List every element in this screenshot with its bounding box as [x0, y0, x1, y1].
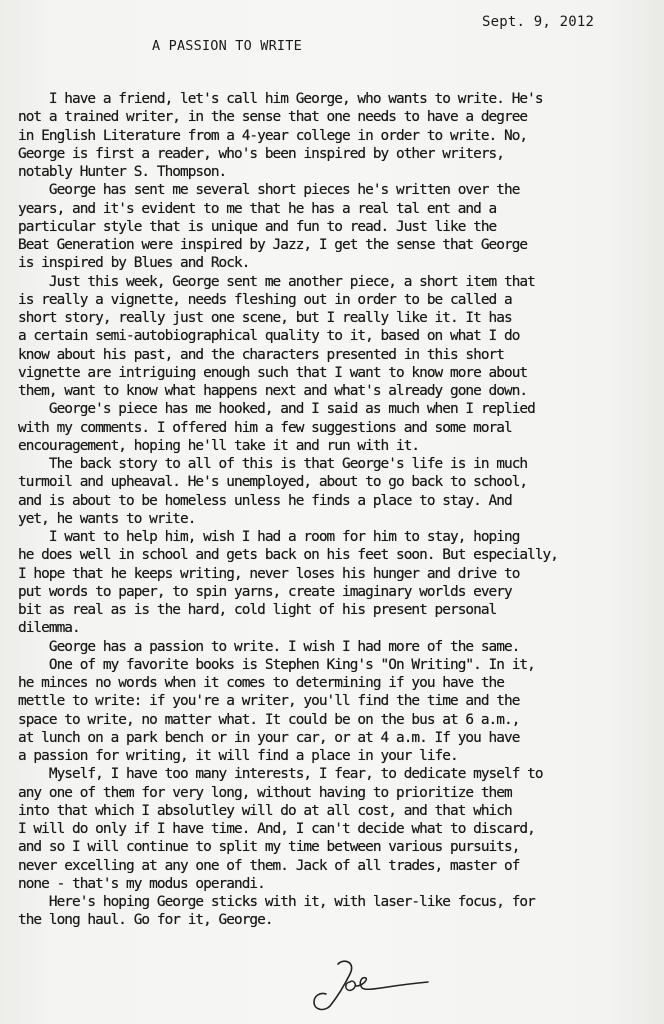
letter-date: Sept. 9, 2012 — [482, 14, 595, 30]
letter-body — [18, 90, 664, 930]
text-line: Beat Generation were inspired by Jazz, I get the sense that George — [18, 237, 528, 253]
text-line: Just this week, George sent me another piece, a short item that — [18, 273, 535, 290]
text-line: and so I will continue to split my time between various pursuits, — [18, 839, 520, 856]
text-line: dilemma. — [18, 620, 80, 637]
text-line: mettle to write: if you're a writer, you'll find the time and the — [18, 693, 520, 710]
text-line: he minces no words when it comes to determining if you have the — [18, 675, 504, 691]
text-line: The back story to all of this is that George's life is in much — [18, 456, 528, 472]
text-line: George has sent me several short pieces he's written over the — [18, 182, 520, 199]
text-line: none - that's my modus operandi. — [18, 875, 265, 892]
text-line: into that which I absolutley will do at all cost, and that which — [18, 802, 512, 819]
text-line: One of my favorite books is Stephen King's "On Writing". In it, — [18, 656, 535, 673]
text-line: I will do only if I have time. And, I can't decide what to discard, — [18, 821, 535, 837]
text-line: a passion for writing, it will find a place in your life. — [18, 748, 458, 764]
text-line: short story, really just one scene, but I really like it. It has — [18, 310, 512, 326]
text-line: George's piece has me hooked, and I said as much when I replied — [18, 401, 535, 418]
text-line: notably Hunter S. Thompson. — [18, 164, 227, 180]
text-line: put words to paper, to spin yarns, create imaginary worlds every — [18, 583, 512, 600]
text-line: years, and it's evident to me that he has a real tal ent and a — [18, 200, 497, 217]
text-line: Here's hoping George sticks with it, with laser-like focus, for — [18, 894, 535, 910]
text-line: George has a passion to write. I wish I had more of the same. — [18, 638, 520, 655]
text-line: yet, he wants to write. — [18, 510, 196, 527]
text-line: he does well in school and gets back on his feet soon. But especially, — [18, 547, 558, 564]
text-line: never excelling at any one of them. Jack of all trades, master of — [18, 857, 520, 874]
text-line: in English Literature from a 4-year college in order to write. No, — [18, 127, 528, 144]
text-line: not a trained writer, in the sense that one needs to have a degree — [18, 109, 528, 126]
handwritten-signature — [300, 952, 450, 1012]
text-line: is really a vignette, needs fleshing out in order to be called a — [18, 291, 512, 308]
text-line: I hope that he keeps writing, never loses his hunger and drive to — [18, 565, 520, 582]
text-line: and is about to be homeless unless he finds a place to stay. And — [18, 492, 512, 509]
text-line: space to write, no matter what. It could be on the bus at 6 a.m., — [18, 711, 520, 728]
text-line: bit as real as is the hard, cold light of his present personal — [18, 602, 497, 618]
text-line: I want to help him, wish I had a room for him to stay, hoping — [18, 529, 520, 545]
text-line: any one of them for very long, without having to prioritize them — [18, 784, 512, 801]
text-line: turmoil and upheaval. He's unemployed, about to go back to school, — [18, 474, 528, 491]
text-line: I have a friend, let's call him George, who wants to write. He's — [18, 91, 543, 107]
text-line: them, want to know what happens next and what's already gone down. — [18, 383, 528, 399]
text-line: is inspired by Blues and Rock. — [18, 255, 250, 272]
text-line: Myself, I have too many interests, I fear, to dedicate myself to — [18, 766, 543, 783]
text-line: particular style that is unique and fun to read. Just like the — [18, 218, 497, 235]
text-line: a certain semi-autobiographical quality to it, based on what I do — [18, 328, 520, 345]
text-line: at lunch on a park bench or in your car, or at 4 a.m. If you have — [18, 729, 520, 746]
text-line: vignette are intriguing enough such that I want to know more about — [18, 364, 528, 381]
text-line: George is first a reader, who's been inspired by other writers, — [18, 145, 504, 162]
text-line: know about his past, and the characters presented in this short — [18, 346, 504, 363]
letter-title: A PASSION TO WRITE — [152, 38, 302, 54]
text-line: the long haul. Go for it, George. — [18, 912, 273, 929]
text-line: encouragement, hoping he'll take it and run with it. — [18, 437, 420, 454]
text-line: with my comments. I offered him a few suggestions and some moral — [18, 419, 512, 436]
